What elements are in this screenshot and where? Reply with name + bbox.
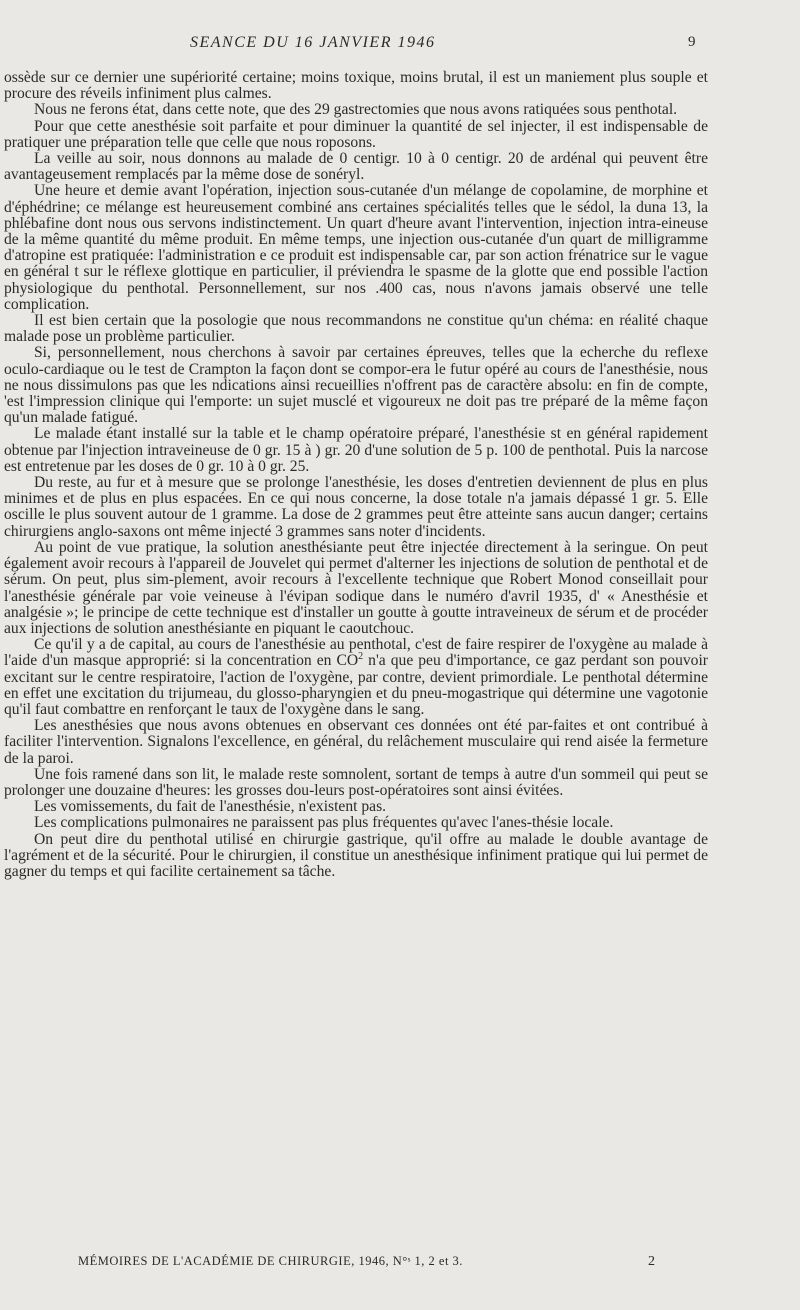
paragraph: La veille au soir, nous donnons au malade de 0 centigr. 10 à 0 centigr. 20 de ardénal qui peuvent être avantageusement remplacés par la même dose de sonéryl. [4,150,708,184]
paragraph: Au point de vue pratique, la solution anesthésiante peut être injectée directement à la seringue. On peut également avoir recours à l'appareil de Jouvelet qui permet d'alterner les injections de solution de penthotal et de sérum. On peut, plus sim-plement, avoir recours à l'excellente technique que Robert Monod conseillait pour l'anesthésie générale par voie veineuse à l'évipan sodique dans le numéro d'avril 1935, d' « Anesthésie et analgésie »; le principe de cette technique est d'installer un goutte à goutte intraveineux de sérum et de procéder aux injections de solution anesthésiante en piquant le caoutchouc. [4,538,708,637]
paragraph: ossède sur ce dernier une supériorité certaine; moins toxique, moins brutal, il est un maniement plus souple et procure des réveils infiniment plus calmes. [4,69,708,103]
co2-subscript: 2 [358,651,364,663]
signature-mark: 2 [648,1254,655,1269]
paragraph: Les complications pulmonaires ne paraissent pas plus fréquentes qu'avec l'anes-thésie locale. [34,814,614,832]
page-footer [0,1254,800,1274]
paragraph: Pour que cette anesthésie soit parfaite et pour diminuer la quantité de sel injecter, il est indispensable de pratiquer une préparation telle que celle que nous roposons. [4,117,708,151]
running-title: SEANCE DU 16 JANVIER 1946 [190,34,436,51]
paragraph-oxygen [4,637,708,718]
paragraph: Une heure et demie avant l'opération, injection sous-cutanée d'un mélange de copolamine, de morphine et d'éphédrine; ce mélange est heureusement combiné ans certaines spécialités telles que le sédol, la duna 13, la phlébafine dont nous ous servons indistinctement. Un quart d'heure avant l'intervention, injection intra-eineuse de la même quantité du même produit. En même temps, une injection ous-cutanée d'un quart de milligramme d'atropine est pratiquée: l'administration e ce produit est indispensable car, par son action frénatrice sur le vague en général t sur le réflexe glottique en particulier, il préviendra le spasme de la glotte que end possible l'action physiologique du penthotal. Personnellement, sur nos .400 cas, nous n'avons jamais observé une telle complication. [4,182,708,313]
paragraph: Si, personnellement, nous cherchons à savoir par certaines épreuves, telles que la echerche du reflexe oculo-cardiaque ou le test de Crampton la façon dont se compor-era le futur opéré au cours de l'anesthésie, nous ne nous dissimulons pas que les ndications ainsi recueillies n'offrent pas de caractère absolu: en fin de compte, 'est l'impression clinique qui l'emporte: un sujet musclé et vigoureux ne doit pas tre préparé de la même façon qu'un malade fatigué. [4,344,708,427]
page-number: 9 [688,34,696,50]
paragraph: Il est bien certain que la posologie que nous recommandons ne constitue qu'un chéma: en réalité chaque malade pose un problème particulier. [4,312,708,346]
running-header [0,34,800,58]
paragraph: Le malade étant installé sur la table et le champ opératoire préparé, l'anesthésie st en général rapidement obtenue par l'injection intraveineuse de 0 gr. 15 à ) gr. 20 d'une solution de 5 p. 100 de penthotal. Puis la narcose est entretenue par les doses de 0 gr. 10 à 0 gr. 25. [4,425,708,475]
body-text [4,70,708,880]
paragraph: Du reste, au fur et à mesure que se prolonge l'anesthésie, les doses d'entretien deviennent de plus en plus minimes et de plus en plus espacées. En ce qui nous concerne, la dose totale n'a jamais dépassé 1 gr. 5. Elle oscille le plus souvent autour de 1 gramme. La dose de 2 grammes peut être atteinte sans aucun danger; certains chirurgiens anglo-saxons ont même injecté 3 grammes sans noter d'incidents. [4,474,708,540]
paragraph-oxygen-rest: n'a que peu d'importance, ce gaz perdant son pouvoir excitant sur le centre respiratoire, l'action de l'oxygène, par contre, devient primordiale. Le penthotal détermine en effet une excitation du trijumeau, du glosso-pharyngien et du pneu-mogastrique qui détermine une vagotonie qu'il faut combattre en renforçant le taux de l'oxygène dans le sang. [4,652,708,718]
journal-citation: MÉMOIRES DE L'ACADÉMIE DE CHIRURGIE, 1946, N°ˢ 1, 2 et 3. [78,1254,463,1268]
paragraph: On peut dire du penthotal utilisé en chirurgie gastrique, qu'il offre au malade le double avantage de l'agrément et de la sécurité. Pour le chirurgien, il constitue un anesthésique infiniment pratique qui lui permet de gagner du temps et qui facilite certainement sa tâche. [4,830,708,880]
paragraph: Les anesthésies que nous avons obtenues en observant ces données ont été par-faites et ont contribué à faciliter l'intervention. Signalons l'excellence, en général, du relâchement musculaire qui rend aisée la fermeture de la paroi. [4,717,708,767]
paragraph: Les vomissements, du fait de l'anesthésie, n'existent pas. [34,798,387,816]
paragraph-oxygen-start: Ce qu'il y a de capital, au cours de l'anesthésie au penthotal, c'est de faire respirer de l'oxygène au malade à l'aide d'un masque approprié: si la concentration en CO [4,636,708,670]
paragraph: Une fois ramené dans son lit, le malade reste somnolent, sortant de temps à autre d'un sommeil qui peut se prolonger une douzaine d'heures: les grosses dou-leurs post-opératoires sont ainsi évitées. [4,765,708,799]
paragraph: Nous ne ferons état, dans cette note, que des 29 gastrectomies que nous avons ratiquées sous penthotal. [34,101,678,119]
